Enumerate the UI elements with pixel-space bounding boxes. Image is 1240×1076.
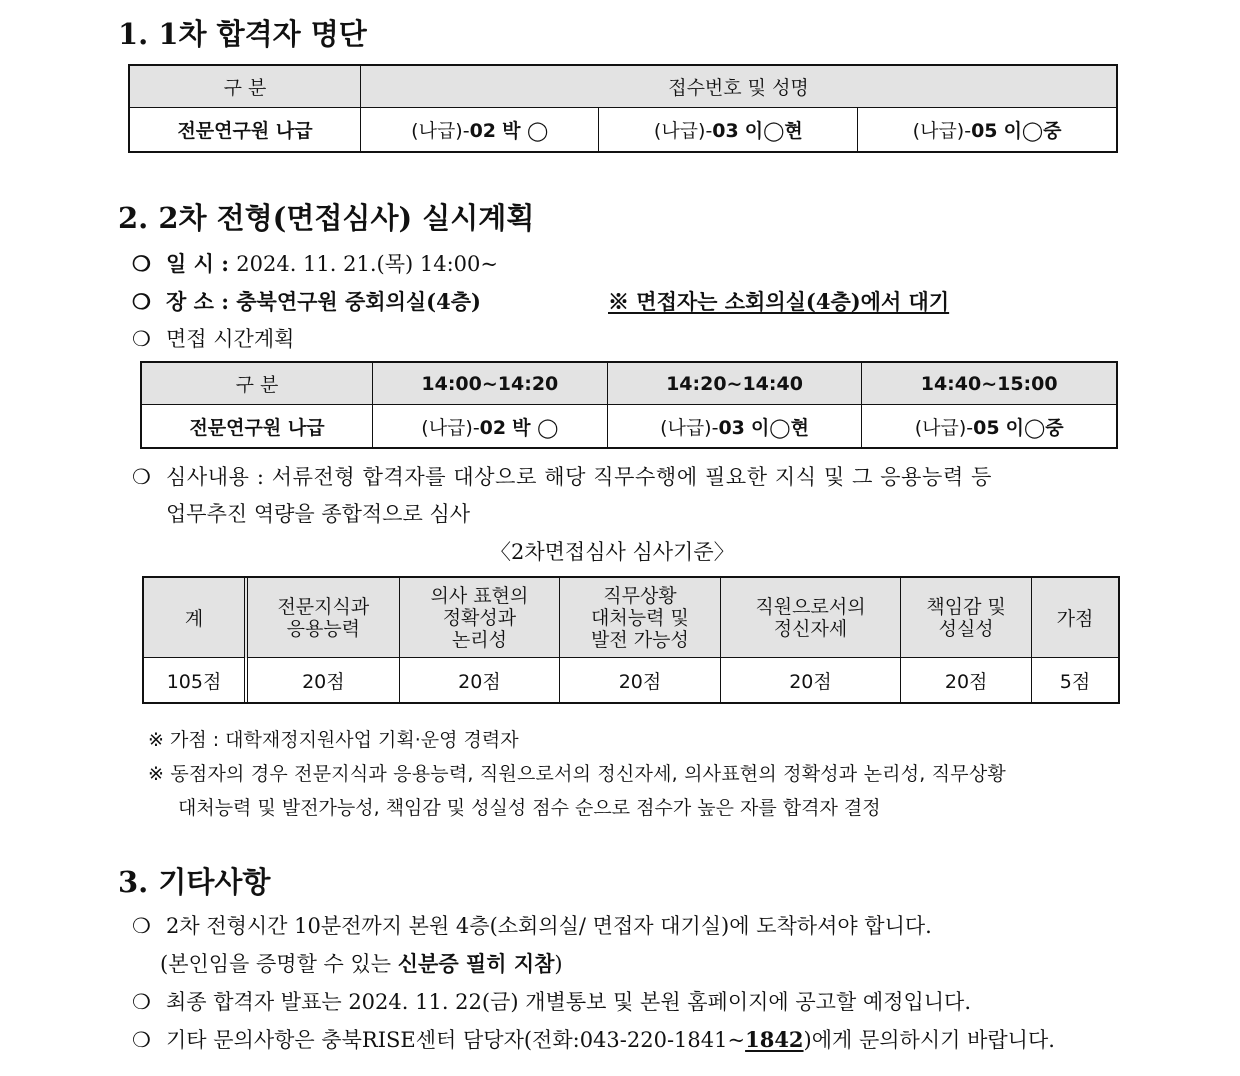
note-tiebreak-1: ※ 동점자의 경우 전문지식과 응용능력, 직원으로서의 정신자세, 의사표현의 정확성과 논리성, 직무상황: [148, 763, 1006, 785]
entry-cell: (나급)-03 이◯현: [599, 108, 858, 152]
entry-cell: (나급)-03 이◯현: [607, 405, 862, 448]
etc-item-1: ❍ 2차 전형시간 10분전까지 본원 4층(소회의실/ 면접자 대기실)에 도착하셔야 합니다.: [132, 914, 932, 938]
place-label: 장 소 :: [166, 289, 229, 314]
bullet-icon: ❍: [132, 990, 151, 1014]
criteria-table: [143, 577, 1119, 703]
entry-cell: (나급)-02 박 ◯: [361, 108, 599, 152]
row-category: 전문연구원 나급: [142, 405, 373, 448]
criteria-header: 책임감 및 성실성: [901, 578, 1032, 658]
criteria-value: 20점: [720, 658, 901, 703]
criteria-title: 〈2차면접심사 심사기준〉: [490, 540, 735, 564]
criteria-header: 직무상황 대처능력 및 발전 가능성: [560, 578, 721, 658]
entry-cell: (나급)-02 박 ◯: [373, 405, 608, 448]
note-bonus: ※ 가점 : 대학재정지원사업 기획·운영 경력자: [148, 729, 519, 751]
col-header-category: 구 분: [130, 66, 361, 108]
criteria-value: 20점: [399, 658, 560, 703]
criteria-value: 5점: [1032, 658, 1119, 703]
content-line-1: ❍ 심사내용 : 서류전형 합격자를 대상으로 해당 직무수행에 필요한 지식 및 그 응용능력 등: [132, 465, 992, 489]
criteria-value: 105점: [144, 658, 247, 703]
etc-item-3: ❍ 기타 문의사항은 충북RISE센터 담당자(전화:043-220-1841~1842)에게 문의하시기 바랍니다.: [132, 1027, 1055, 1052]
place-line: [132, 286, 481, 316]
slot-header: 14:20~14:40: [607, 363, 862, 405]
date-line: [132, 248, 498, 278]
criteria-header: 가점: [1032, 578, 1119, 658]
schedule-table: [141, 362, 1117, 448]
bullet-icon: ❍: [132, 327, 151, 351]
criteria-header: 전문지식과 응용능력: [246, 578, 399, 658]
bullet-icon: ❍: [132, 289, 151, 314]
schedule-title-line: [132, 323, 294, 353]
passers-table: [129, 65, 1117, 152]
content-line-2: 업무추진 역량을 종합적으로 심사: [166, 502, 471, 526]
entry-cell: (나급)-05 이◯중: [858, 108, 1117, 152]
criteria-header: 의사 표현의 정확성과 논리성: [399, 578, 560, 658]
place-value: 충북연구원 중회의실(4층): [236, 289, 481, 314]
bullet-icon: ❍: [132, 914, 151, 938]
col-header-category: 구 분: [142, 363, 373, 405]
place-note: ※ 면접자는 소회의실(4층)에서 대기: [608, 289, 950, 314]
note-tiebreak-2: 대처능력 및 발전가능성, 책임감 및 성실성 점수 순으로 점수가 높은 자를 합격자 결정: [178, 797, 881, 819]
criteria-value: 20점: [246, 658, 399, 703]
bullet-icon: ❍: [132, 1028, 151, 1052]
section2-title: 2. 2차 전형(면접심사) 실시계획: [118, 201, 535, 235]
section1-title: 1. 1차 합격자 명단: [118, 17, 367, 51]
bullet-icon: ❍: [132, 251, 151, 276]
criteria-header: 계: [144, 578, 247, 658]
entry-cell: (나급)-05 이◯중: [862, 405, 1117, 448]
criteria-header: 직원으로서의 정신자세: [720, 578, 901, 658]
etc-item-1-sub: (본인임을 증명할 수 있는 신분증 필히 지참): [160, 951, 563, 976]
etc-item-2: ❍ 최종 합격자 발표는 2024. 11. 22(금) 개별통보 및 본원 홈페이지에 공고할 예정입니다.: [132, 990, 972, 1014]
col-header-entries: 접수번호 및 성명: [361, 66, 1117, 108]
bullet-icon: ❍: [132, 465, 152, 489]
schedule-title: 면접 시간계획: [166, 327, 295, 351]
date-value: 2024. 11. 21.(목) 14:00~: [236, 252, 498, 276]
date-label: 일 시 :: [166, 251, 229, 276]
criteria-value: 20점: [901, 658, 1032, 703]
slot-header: 14:40~15:00: [862, 363, 1117, 405]
row-category: 전문연구원 나급: [130, 108, 361, 152]
section3-title: 3. 기타사항: [118, 865, 271, 899]
criteria-value: 20점: [560, 658, 721, 703]
slot-header: 14:00~14:20: [373, 363, 608, 405]
